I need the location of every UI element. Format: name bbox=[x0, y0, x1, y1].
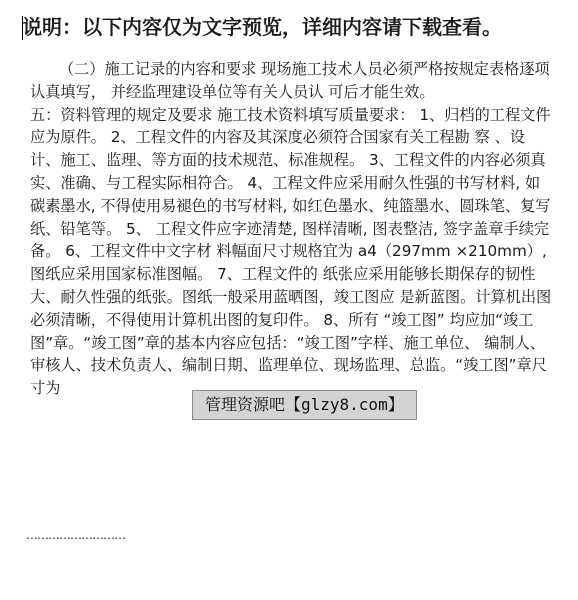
paragraph-construction-records: （二）施工记录的内容和要求 现场施工技术人员必须严格按规定表格逐项认真填写， 并经监理建设单位等有关人员认 可后才能生效。 bbox=[30, 60, 550, 101]
site-watermark: 管理资源吧【glzy8.com】 bbox=[192, 390, 417, 420]
document-body bbox=[30, 58, 552, 400]
paragraph-data-management: 五：资料管理的规定及要求 施工技术资料填写质量要求： 1、归档的工程文件应为原件。 2、工程文件的内容及其深度必须符合国家有关工程勘 察 、设计、施工、监理、等方面的技术规范、标准规程。 3、工程文件的内容必须真 实、准确、与工程实际相符合。 4、工程文件应采用耐久性强的书写材料, 如碳素墨水, 不得使用易褪色的书写材料, 如红色墨水、纯篮墨水、圆珠笔、复写纸、铅笔等。 5、 工程文件应字迹清楚, 图样清晰, 图表整洁, 签字盖章手续完备。 6、工程文件中文字材 料幅面尺寸规格宜为 a4（297mm ×210mm）, 图纸应采用国家标准图幅。 7、工程文件的 纸张应采用能够长期保存的韧性大、耐久性强的纸张。图纸一般采用蓝晒图，竣工图应 是新蓝图。计算机出图必须清晰，不得使用计算机出图的复印件。 8、所有 “竣工图” 均应加“竣工图”章。“竣工图”章的基本内容应包括：“竣工图”字样、施工单位、 编制人、审核人、技术负责人、编制日期、监理单位、现场监理、总监。“竣工图”章尺寸为 bbox=[30, 105, 552, 398]
preview-notice: 说明：以下内容仅为文字预览，详细内容请下载查看。 bbox=[22, 15, 502, 39]
truncation-ellipsis: ……………………… bbox=[26, 528, 125, 542]
